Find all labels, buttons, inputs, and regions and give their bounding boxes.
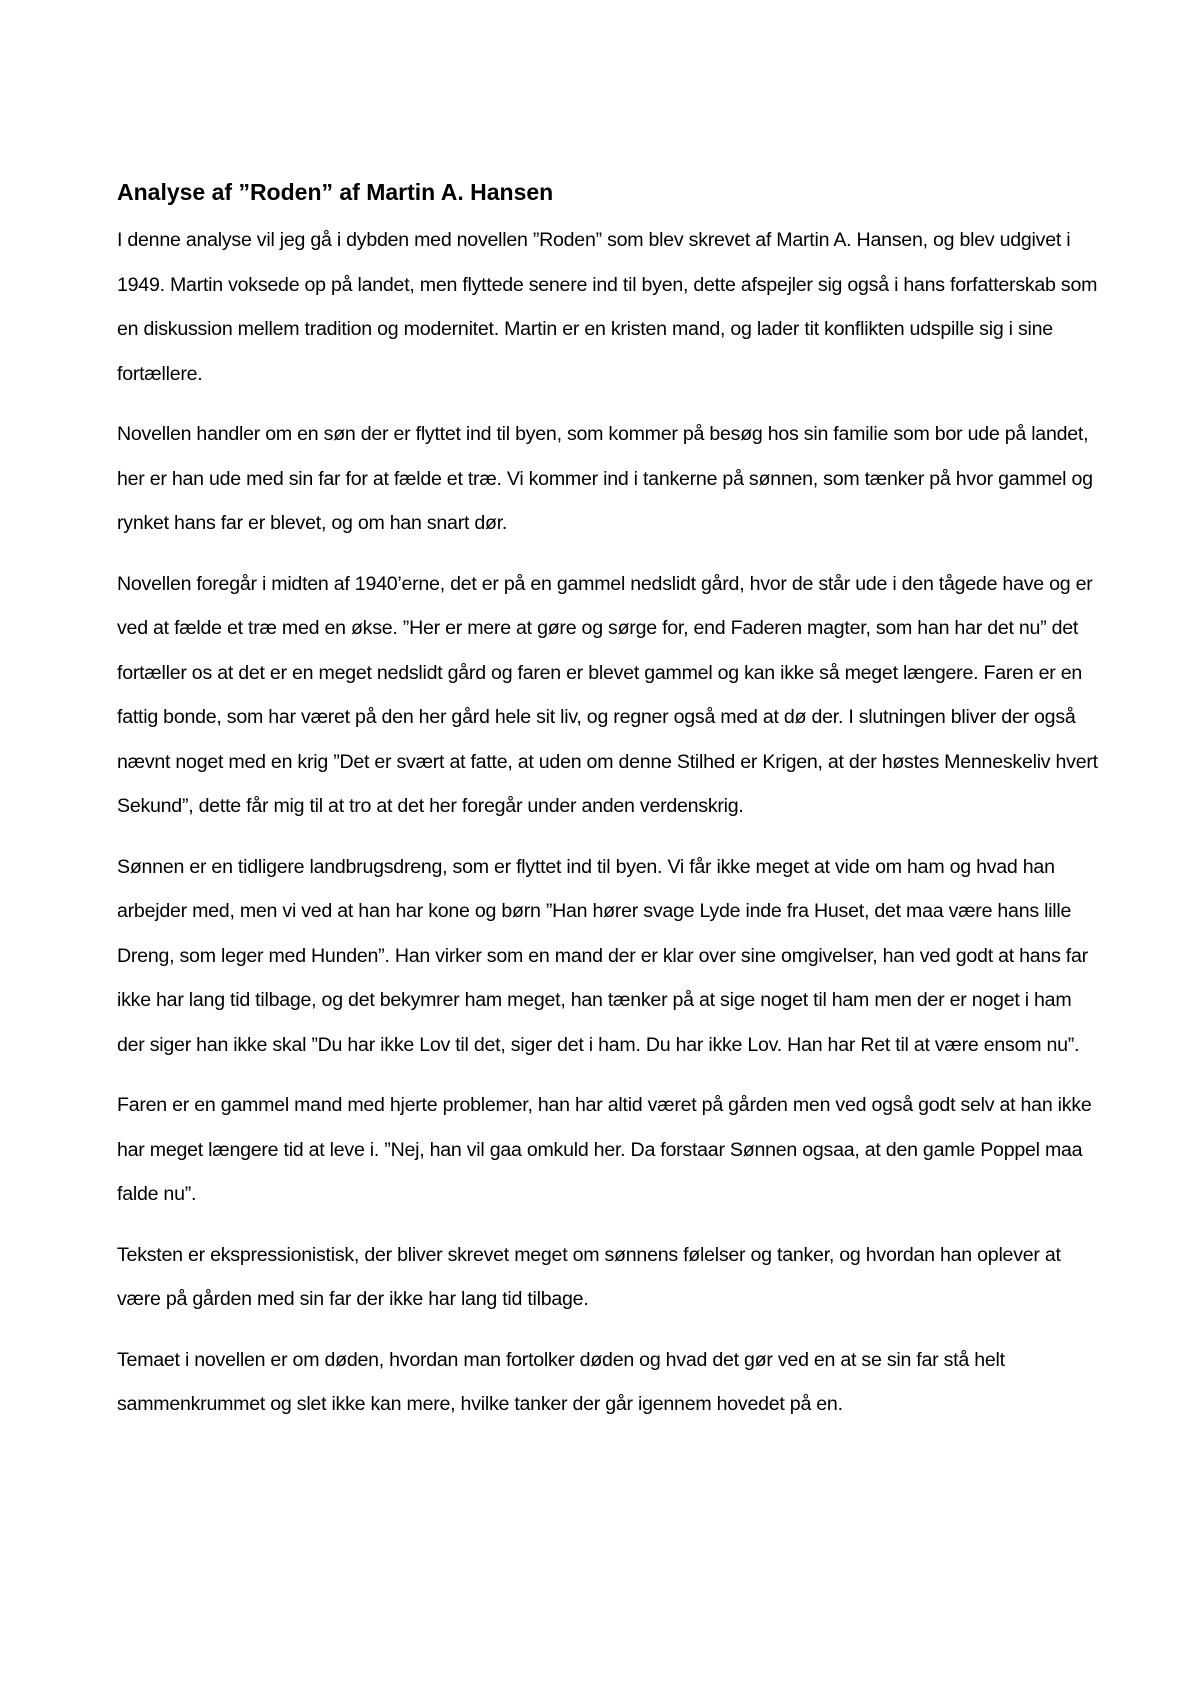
document-title: Analyse af ”Roden” af Martin A. Hansen: [117, 179, 554, 205]
paragraph-theme: Temaet i novellen er om døden, hvordan man fortolker døden og hvad det gør ved en at se sin far stå helt sammenkrummet og slet ikke kan mere, hvilke tanker der går igennem hovedet på en.: [117, 1348, 1005, 1415]
paragraph-intro: I denne analyse vil jeg gå i dybden med novellen ”Roden” som blev skrevet af Martin A. Hansen, og blev udgivet i 1949. Martin voksede op på landet, men flyttede senere ind til byen, dette afspejler sig også i hans forfatterskab som en diskussion mellem tradition og modernitet. Martin er en kristen mand, og lader tit konflikten udspille sig i sine fortællere.: [117, 229, 1098, 385]
paragraph-son: Sønnen er en tidligere landbrugsdreng, som er flyttet ind til byen. Vi får ikke meget at vide om ham og hvad han arbejder med, men vi ved at han har kone og børn ”Han hører svage Lyde inde fra Huset, det maa være hans lille Dreng, som leger med Hunden”. Han virker som en mand der er klar over sine omgivelser, han ved godt at hans far ikke har lang tid tilbage, og det bekymrer ham meget, han tænker på at sige noget til ham men der er noget i ham der siger han ikke skal ”Du har ikke Lov til det, siger det i ham. Du har ikke Lov. Han har Ret til at være ensom nu”.: [117, 855, 1088, 1056]
document-body: [117, 176, 1102, 1443]
paragraph-setting: Novellen foregår i midten af 1940’erne, det er på en gammel nedslidt gård, hvor de står ude i den tågede have og er ved at fælde et træ med en økse. ”Her er mere at gøre og sørge for, end Faderen magter, som han har det nu” det fortæller os at det er en meget nedslidt gård og faren er blevet gammel og kan ikke så meget længere. Faren er en fattig bonde, som har været på den her gård hele sit liv, og regner også med at dø der. I slutningen bliver der også nævnt noget med en krig ”Det er svært at fatte, at uden om denne Stilhed er Krigen, at der høstes Menneskeliv hvert Sekund”, dette får mig til at tro at det her foregår under anden verdenskrig.: [117, 572, 1098, 817]
paragraph-summary: Novellen handler om en søn der er flyttet ind til byen, som kommer på besøg hos sin familie som bor ude på landet, her er han ude med sin far for at fælde et træ. Vi kommer ind i tankerne på sønnen, som tænker på hvor gammel og rynket hans far er blevet, og om han snart dør.: [117, 423, 1093, 534]
paragraph-father: Faren er en gammel mand med hjerte problemer, han har altid været på gården men ved også godt selv at han ikke har meget længere tid at leve i. ”Nej, han vil gaa omkuld her. Da forstaar Sønnen ogsaa, at den gamle Poppel maa falde nu”.: [117, 1094, 1092, 1205]
paragraph-style: Teksten er ekspressionistisk, der bliver skrevet meget om sønnens følelser og tanker, og hvordan han oplever at være på gården med sin far der ikke har lang tid tilbage.: [117, 1243, 1061, 1310]
